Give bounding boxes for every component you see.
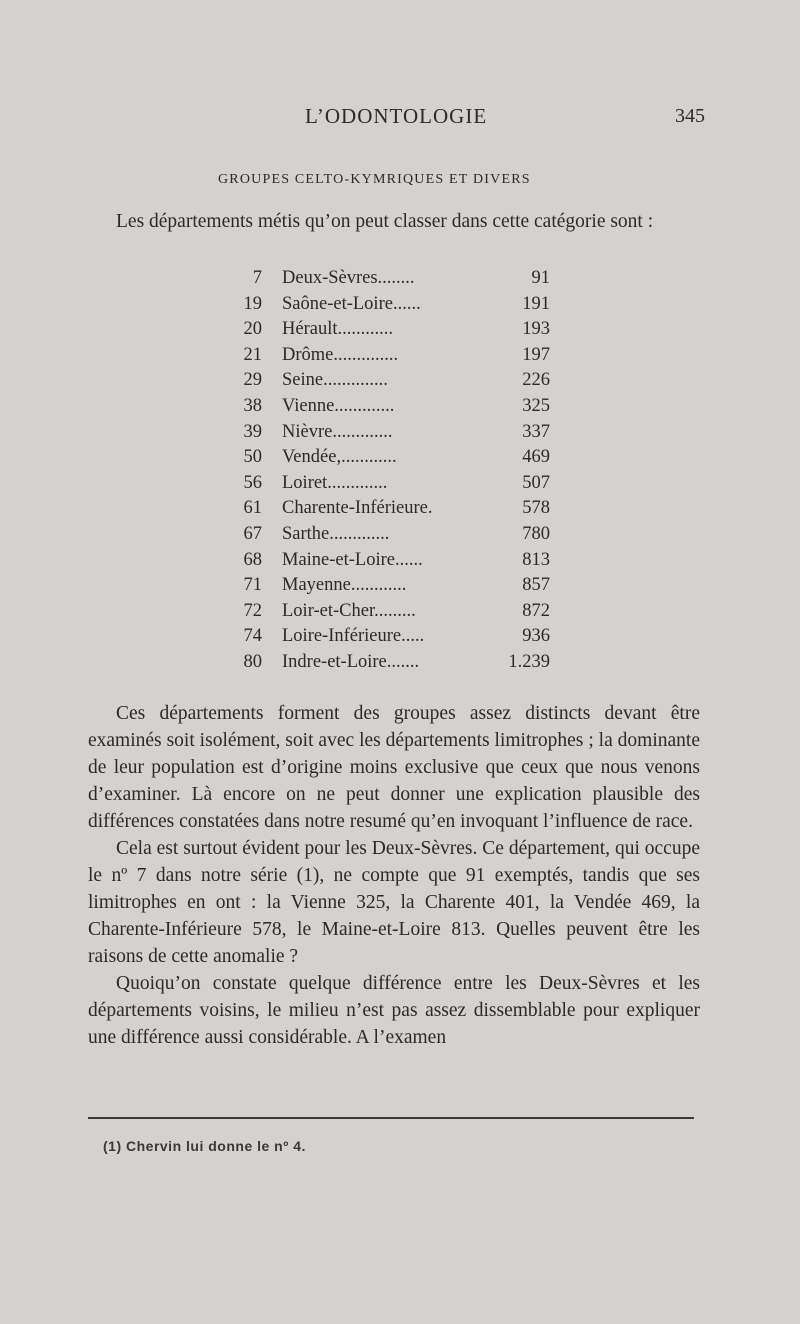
- dept-count: 507: [522, 472, 550, 493]
- footnote: (1) Chervin lui donne le nº 4.: [103, 1138, 306, 1154]
- table-row: [240, 548, 550, 574]
- table-row: [240, 496, 550, 522]
- dept-count: 936: [522, 626, 550, 647]
- dept-rank: 39: [243, 421, 262, 442]
- dept-rank: 38: [243, 395, 262, 416]
- dept-rank: 21: [243, 344, 262, 365]
- dept-rank: 50: [243, 447, 262, 468]
- dept-count: 91: [531, 268, 550, 288]
- paragraph: Cela est surtout évident pour les Deux-Sèvres. Ce département, qui occupe le nº 7 dans notre série (1), ne compte que 91 exemptés, tandis que ses limitrophes en ont : la Vienne 325, la Charente 401, la Vendée 469, la Charente-Inférieure 578, le Maine-et-Loire 813. Quelles peuvent être les raisons de cette anomalie ?: [88, 838, 700, 967]
- table-row: [240, 394, 550, 420]
- table-row: [240, 317, 550, 343]
- table-row: [240, 343, 550, 369]
- dept-name: Vendée,............: [282, 447, 397, 468]
- table-row: [240, 292, 550, 318]
- dept-name: Indre-et-Loire.......: [282, 651, 420, 672]
- dept-count: 1.239: [508, 651, 550, 672]
- dept-rank: 7: [252, 268, 262, 288]
- paragraph: Ces départements forment des groupes assez distincts devant être examinés soit isolément, soit avec les départements limitrophes ; la dominante de leur population est d’origine moins exclusive que ceux que nous venons d’examiner. Là encore on ne peut donner une explication plausible des différences constatées dans notre resumé qu’en invoquant l’influence de race.: [88, 703, 700, 832]
- paragraph: Quoiqu’on constate quelque différence entre les Deux-Sèvres et les départements voisins, le milieu n’est pas assez dissemblable pour expliquer une différence aussi considérable. A l’examen: [88, 973, 700, 1048]
- dept-rank: 67: [243, 523, 262, 544]
- table-row: [240, 445, 550, 471]
- dept-count: 193: [522, 319, 550, 340]
- dept-count: 813: [522, 549, 550, 570]
- dept-rank: 61: [243, 498, 262, 519]
- dept-name: Charente-Inférieure.: [282, 498, 433, 519]
- dept-rank: 29: [243, 370, 262, 391]
- dept-count: 857: [522, 575, 550, 596]
- page-number: 345: [675, 105, 705, 127]
- dept-name: Vienne.............: [282, 395, 395, 416]
- dept-rank: 56: [243, 472, 262, 493]
- dept-name: Deux-Sèvres........: [282, 268, 415, 288]
- dept-name: Nièvre.............: [282, 421, 393, 442]
- dept-count: 578: [522, 498, 550, 519]
- table-row: [240, 266, 550, 292]
- table-row: [240, 420, 550, 446]
- footnote-rule: [88, 1117, 694, 1119]
- running-title: L’ODONTOLOGIE: [305, 104, 488, 128]
- body-text: [88, 700, 700, 1051]
- table-row: [240, 599, 550, 625]
- dept-name: Loiret.............: [282, 472, 388, 493]
- dept-count: 325: [522, 395, 550, 416]
- dept-name: Seine..............: [282, 370, 388, 391]
- dept-rank: 72: [243, 600, 262, 621]
- dept-count: 872: [522, 600, 550, 621]
- dept-name: Sarthe.............: [282, 523, 390, 544]
- dept-rank: 74: [243, 626, 262, 647]
- table-row: [240, 573, 550, 599]
- dept-name: Loir-et-Cher.........: [282, 600, 416, 621]
- table-row: [240, 368, 550, 394]
- dept-name: Hérault............: [282, 319, 393, 340]
- dept-name: Maine-et-Loire......: [282, 549, 423, 570]
- table-row: [240, 650, 550, 676]
- dept-count: 226: [522, 370, 550, 391]
- dept-name: Loire-Inférieure.....: [282, 626, 425, 647]
- table-row: [240, 624, 550, 650]
- dept-rank: 68: [243, 549, 262, 570]
- dept-rank: 80: [243, 651, 262, 672]
- table-row: [240, 471, 550, 497]
- dept-rank: 20: [243, 319, 262, 340]
- dept-name: Saône-et-Loire......: [282, 293, 421, 314]
- dept-count: 197: [522, 344, 550, 365]
- dept-count: 191: [522, 293, 550, 314]
- intro-paragraph: Les départements métis qu’on peut classer dans cette catégorie sont :: [116, 211, 654, 232]
- section-heading: GROUPES CELTO-KYMRIQUES ET DIVERS: [218, 172, 531, 187]
- dept-count: 469: [522, 447, 550, 468]
- dept-rank: 19: [243, 293, 262, 314]
- dept-rank: 71: [243, 575, 262, 596]
- dept-count: 780: [522, 523, 550, 544]
- dept-name: Mayenne............: [282, 575, 407, 596]
- dept-count: 337: [522, 421, 550, 442]
- dept-name: Drôme..............: [282, 344, 399, 365]
- table-row: [240, 522, 550, 548]
- departments-table: [240, 266, 550, 676]
